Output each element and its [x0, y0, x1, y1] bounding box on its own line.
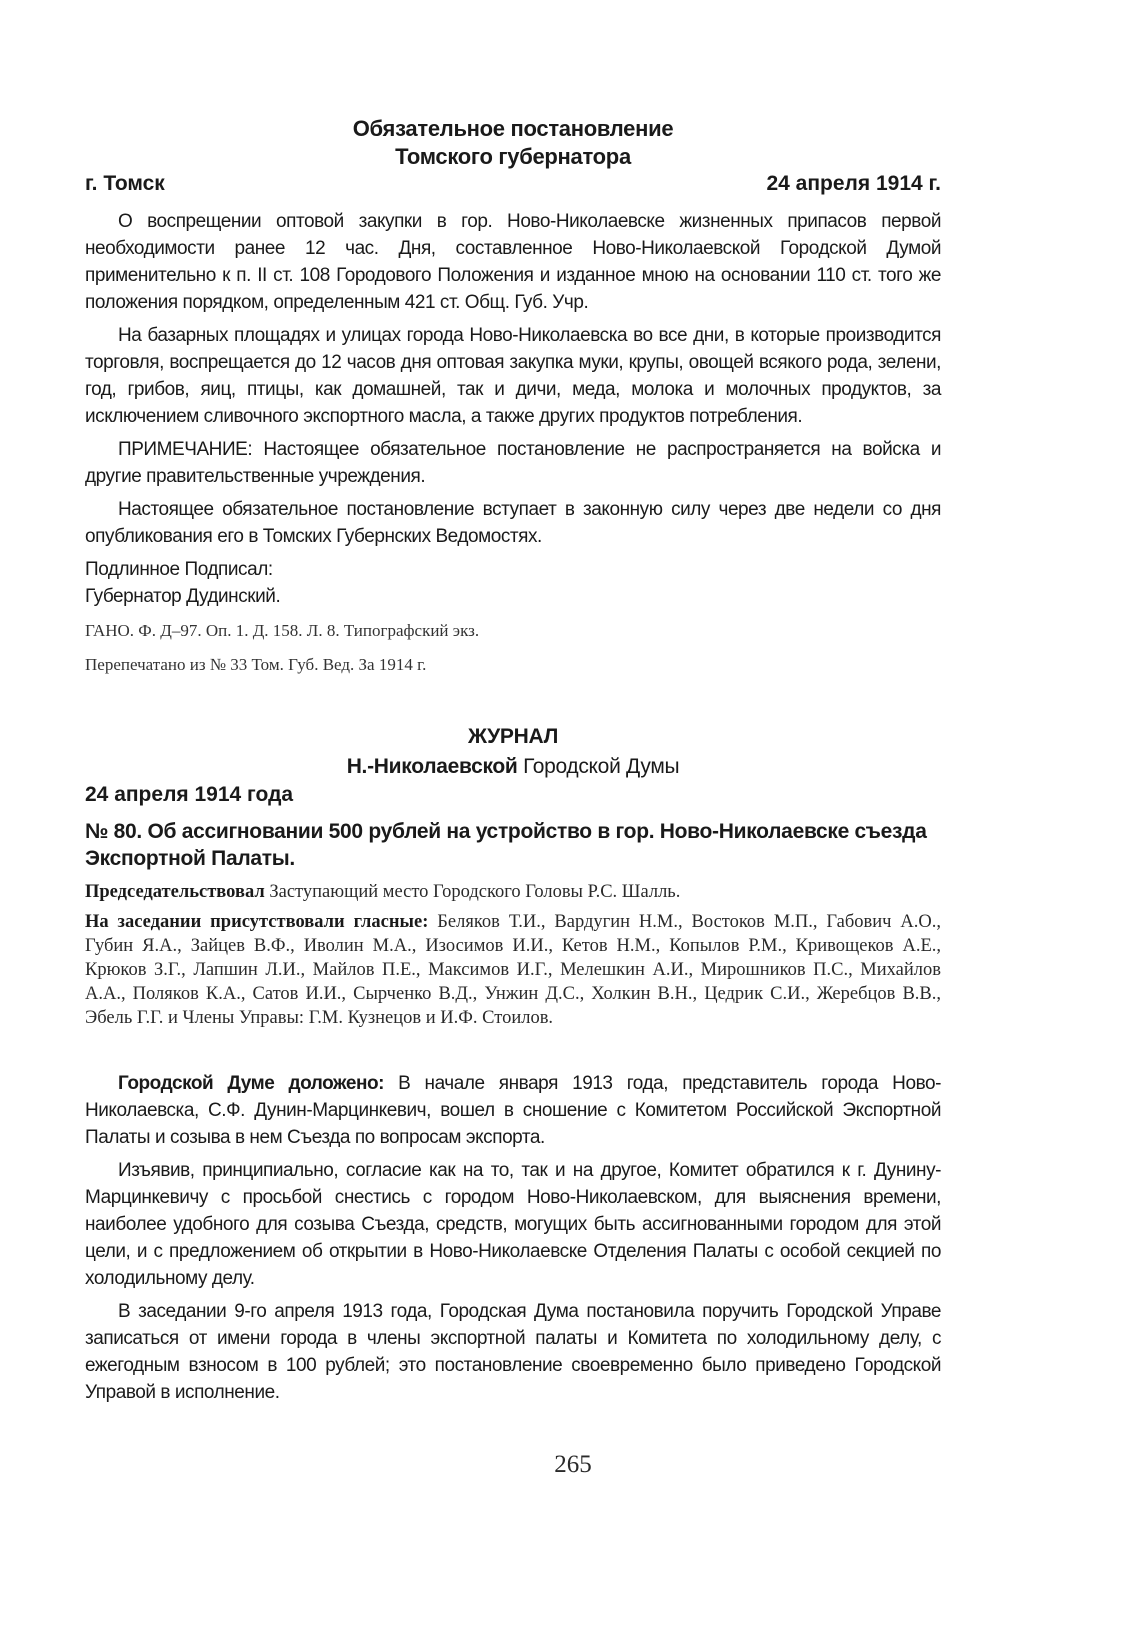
journal-body: [85, 1070, 941, 1412]
report-paragraph: [85, 1070, 941, 1151]
reprint-reference: Перепечатано из № 33 Том. Губ. Вед. За 1914 г.: [85, 655, 427, 674]
decree-paragraph: На базарных площадях и улицах города Ново-Николаевска во все дни, в которые производится торговля, воспрещается до 12 часов дня оптовая закупка муки, крупы, овощей всякого рода, зелени, год, грибов, яиц, птицы, как домашней, так и дичи, меда, молока и молочных продуктов, за исключением сливочного экспортного масла, а также других продуктов потребления.: [85, 325, 941, 427]
decree-body: [85, 208, 941, 676]
page-number: 265: [554, 1451, 592, 1478]
item-title: № 80. Об ассигновании 500 рублей на устройство в гор. Ново-Николаевске съезда Экспортной Палаты.: [85, 820, 927, 870]
decree-paragraph: Настоящее обязательное постановление вступает в законную силу через две недели со дня опубликования его в Томских Губернских Ведомостях.: [85, 499, 941, 547]
decree-paragraph: О воспрещении оптовой закупки в гор. Ново-Николаевске жизненных припасов первой необходимости ранее 12 час. Дня, составленное Ново-Николаевской Городской Думой применительно к п. II ст. 108 Городового Положения и изданное мною на основании 110 ст. того же положения порядком, определенным 421 ст. Общ. Губ. Учр.: [85, 211, 941, 313]
chair-line: [85, 880, 941, 904]
decree-title-line2: Томского губернатора: [395, 144, 631, 169]
signed-label: Подлинное Подписал:: [85, 559, 273, 580]
decree-title-line1: Обязательное постановление: [352, 116, 674, 141]
journal-subheading: [85, 752, 941, 782]
journal-date: 24 апреля 1914 года: [85, 783, 294, 806]
decree-note: ПРИМЕЧАНИЕ: Настоящее обязательное постановление не распространяется на войска и другие правительственные учреждения.: [85, 439, 941, 487]
report-text: В начале января 1913 года, представитель города Ново-Николаевска, С.Ф. Дунин-Марцинкевич, вошел в сношение с Комитетом Российской Экспортной Палаты и созыва в нем Съезда по вопросам экспорта.: [85, 1073, 941, 1148]
archive-reference: ГАНО. Ф. Д–97. Оп. 1. Д. 158. Л. 8. Типографский экз.: [85, 621, 480, 640]
chair-text: Заступающий место Городского Головы Р.С. Шалль.: [264, 882, 681, 902]
journal-subheading-rest: Городской Думы: [517, 755, 680, 778]
decree-place: г. Томск: [85, 172, 165, 195]
attendees-text: Беляков Т.И., Вардугин Н.М., Востоков М.П., Габович А.О., Губин Я.А., Зайцев В.Ф., Иволин М.А., Изосимов И.И., Кетов Н.М., Копылов Р.М., Кривощеков А.Е., Крюков З.Г., Лапшин Л.И., Майлов П.Е., Максимов И.Г., Мелешкин А.И., Мирошников П.С., Михайлов А.А., Поляков К.А., Сатов И.И., Сырченко В.Д., Унжин Д.С., Холкин В.Н., Цедрик С.И., Жеребцов В.В., Эбель Г.Г. и Члены Управы: Г.М. Кузнецов и И.Ф. Стоилов.: [85, 912, 941, 1028]
journal-heading: ЖУРНАЛ: [467, 725, 559, 748]
journal-paragraph: Изъявив, принципиально, согласие как на то, так и на другое, Комитет обратился к г. Дунину-Марцинкевичу с просьбой снестись с городом Ново-Николаевском, для выяснения времени, наиболее удобного для созыва Съезда, средств, могущих быть ассигнованными городом для этой цели, и с предложением об открытии в Ново-Николаевске Отделения Палаты с особой секцией по холодильному делу.: [85, 1160, 941, 1289]
decree-place-date: [85, 172, 941, 200]
report-label: Городской Думе доложено:: [118, 1073, 384, 1094]
journal-subheading-bold: Н.-Николаевской: [346, 755, 518, 778]
journal-paragraph: В заседании 9-го апреля 1913 года, Городская Дума постановила поручить Городской Управе записаться от имени города в члены экспортной палаты и Комитета по холодильному делу, с ежегодным взносом в 100 рублей; это постановление своевременно было приведено Городской Управой в исполнение.: [85, 1301, 941, 1403]
signed-name: Губернатор Дудинский.: [85, 586, 281, 607]
chair-label: Председательствовал: [85, 882, 265, 902]
attendees: [85, 910, 941, 1030]
attendees-label: На заседании присутствовали гласные:: [85, 912, 429, 932]
decree-title: [85, 115, 941, 171]
decree-date: 24 апреля 1914 г.: [766, 172, 941, 195]
journal-title: [85, 722, 941, 782]
